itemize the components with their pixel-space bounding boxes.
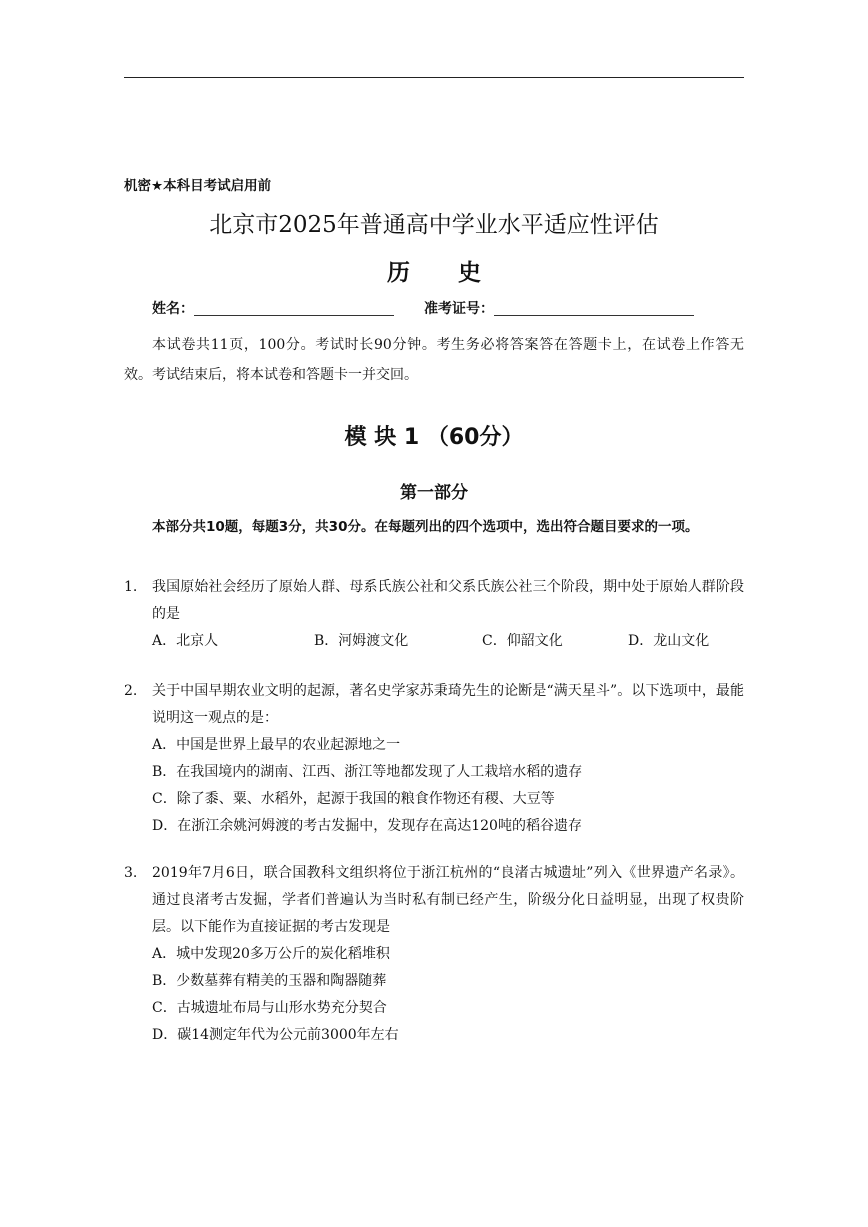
option-a: A．中国是世界上最早的农业起源地之一	[152, 737, 401, 753]
part-title: 第一部分	[400, 483, 468, 503]
page-title: 北京市2025年普通高中学业水平适应性评估	[209, 212, 659, 238]
option-a: A．城中发现20多万公斤的炭化稻堆积	[152, 946, 390, 962]
question-number: 2.	[124, 683, 138, 699]
option-c: C．古城遗址布局与山形水势充分契合	[152, 1000, 387, 1016]
question-stem: 关于中国早期农业文明的起源，著名史学家苏秉琦先生的论断是“满天星斗”。以下选项中，最能说明这一观点的是：	[152, 683, 744, 726]
exam-id-label: 准考证号：	[424, 301, 494, 317]
question-1	[124, 574, 744, 655]
option-c: C．除了黍、粟、水稻外，起源于我国的粮食作物还有稷、大豆等	[152, 791, 555, 807]
option-d: D．碳14测定年代为公元前3000年左右	[152, 1027, 399, 1043]
option-a: A．北京人	[152, 633, 219, 649]
option-b: B．河姆渡文化	[314, 633, 409, 649]
options-row	[152, 628, 744, 655]
module-title: 模 块 1 （60分）	[344, 425, 524, 450]
subject-title: 历 史	[386, 259, 501, 286]
part-intro: 本部分共10题，每题3分，共30分。在每题列出的四个选项中，选出符合题目要求的一项。	[152, 519, 699, 535]
instructions: 本试卷共11页，100分。考试时长90分钟。考生务必将答案答在答题卡上，在试卷上作答无效。考试结束后，将本试卷和答题卡一并交回。	[124, 337, 744, 383]
name-field	[152, 298, 394, 318]
question-number: 1.	[124, 579, 138, 595]
question-3	[124, 860, 744, 1049]
secret-mark: 机密★本科目考试启用前	[124, 178, 272, 194]
name-blank	[194, 301, 394, 316]
question-stem: 2019年7月6日，联合国教科文组织将位于浙江杭州的“良渚古城遗址”列入《世界遗产名录》。通过良渚考古发掘，学者们普遍认为当时私有制已经产生，阶级分化日益明显，出现了权贵阶层。以下能作为直接证据的考古发现是	[152, 865, 744, 935]
option-b: B．少数墓葬有精美的玉器和陶器随葬	[152, 973, 387, 989]
option-d: D．龙山文化	[628, 633, 710, 649]
option-b: B．在我国境内的湖南、江西、浙江等地都发现了人工栽培水稻的遗存	[152, 764, 583, 780]
option-d: D．在浙江余姚河姆渡的考古发掘中，发现存在高达120吨的稻谷遗存	[152, 818, 582, 834]
question-2	[124, 678, 744, 840]
question-stem: 我国原始社会经历了原始人群、母系氏族公社和父系氏族公社三个阶段，期中处于原始人群阶段的是	[152, 579, 744, 622]
option-c: C．仰韶文化	[482, 633, 563, 649]
question-number: 3.	[124, 865, 138, 881]
name-label: 姓名：	[152, 301, 194, 317]
exam-id-field	[424, 298, 694, 318]
exam-id-blank	[494, 301, 694, 316]
top-rule	[124, 77, 744, 78]
